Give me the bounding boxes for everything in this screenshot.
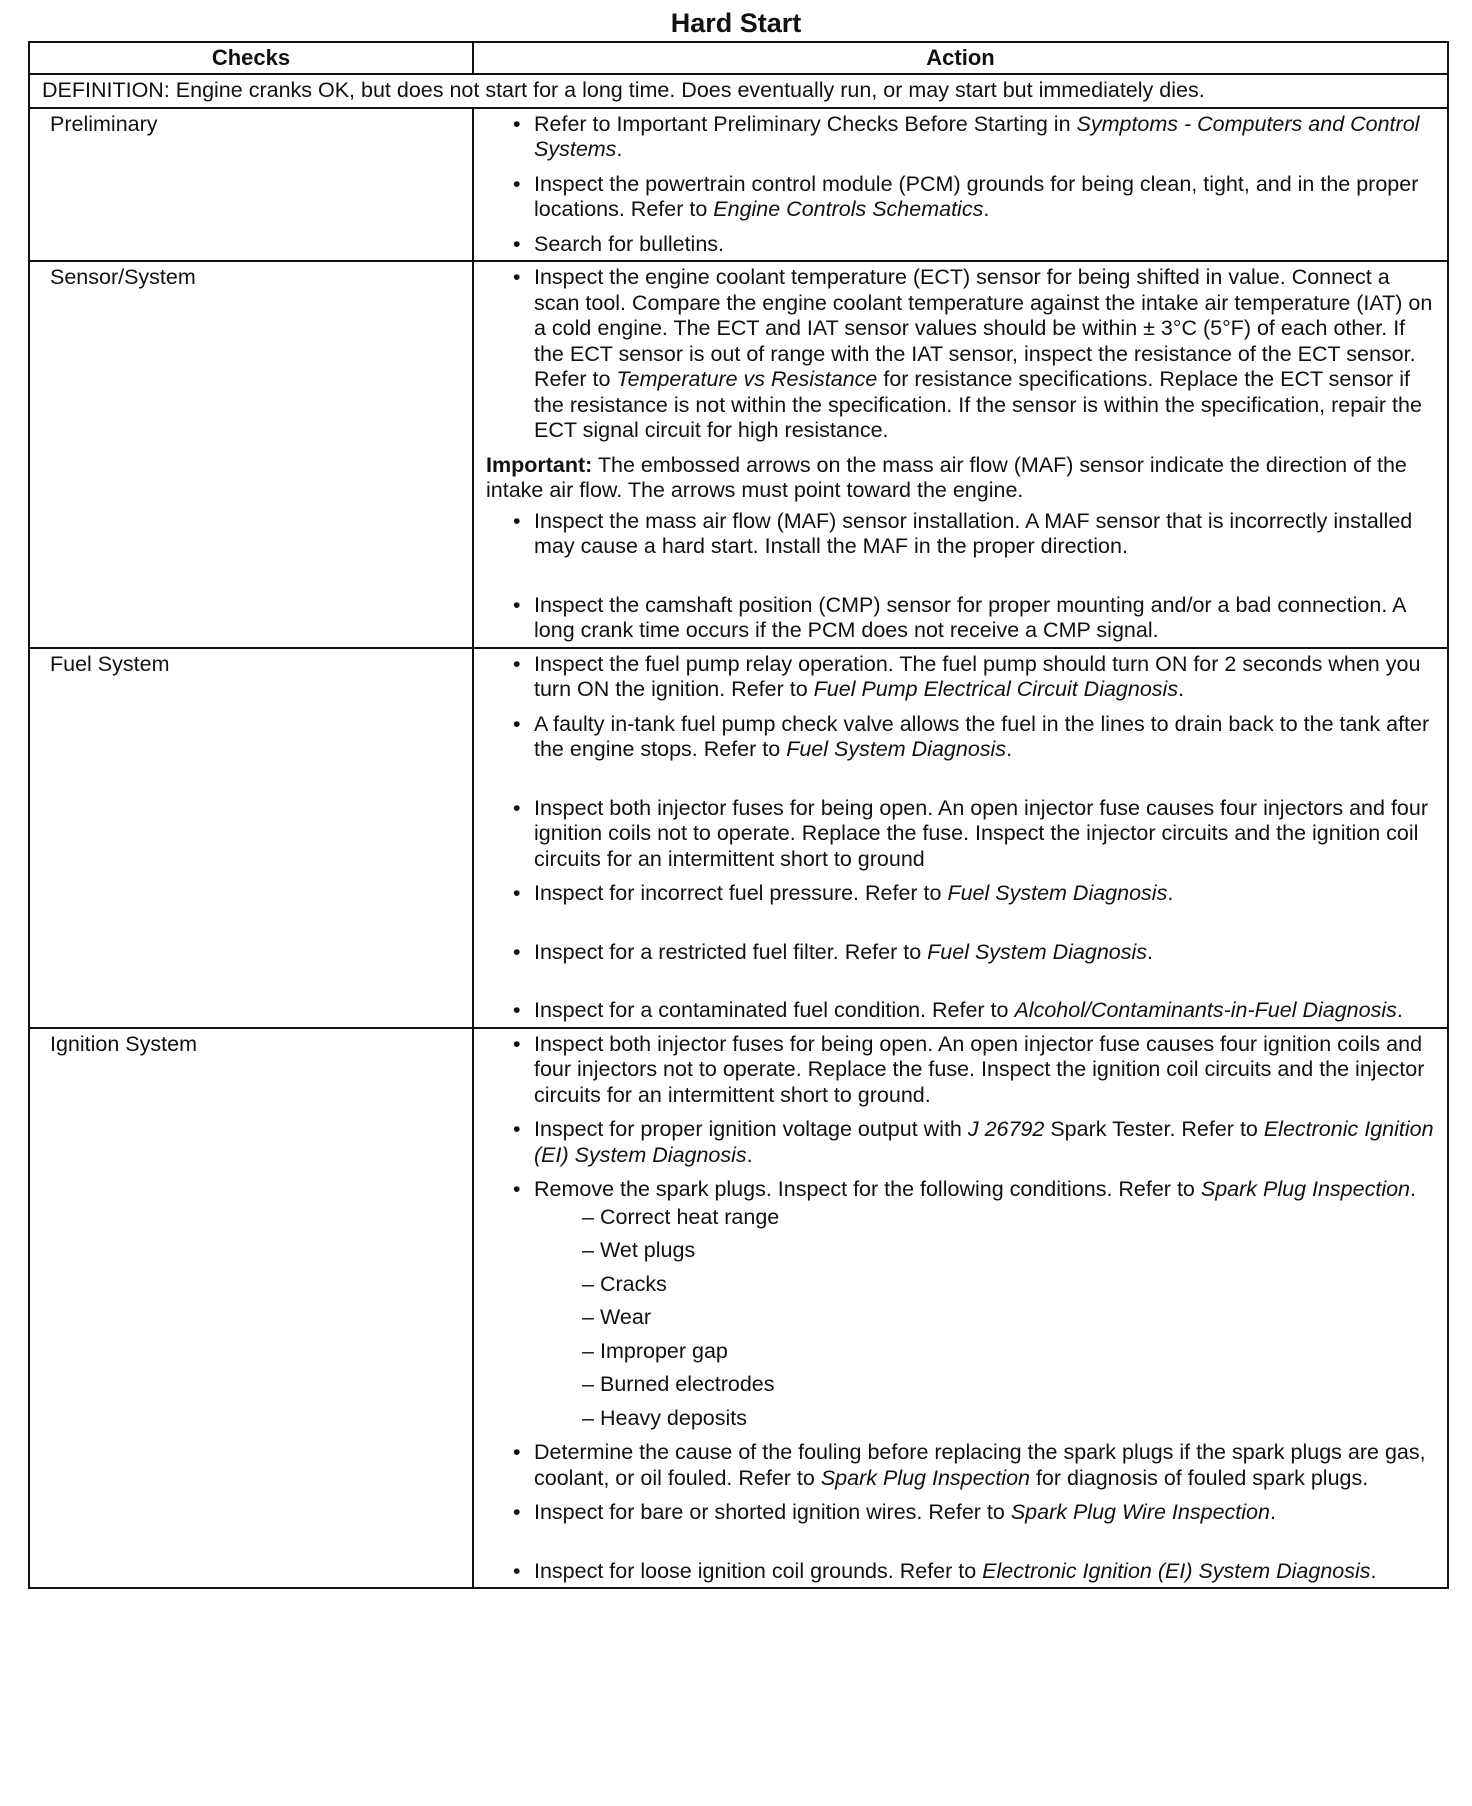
checks-header: Checks xyxy=(29,42,473,74)
check-cell: Preliminary xyxy=(29,108,473,262)
reference-text: Fuel System Diagnosis xyxy=(927,939,1148,964)
definition-row xyxy=(29,74,1448,108)
definition-text: DEFINITION: Engine cranks OK, but does not start for a long time. Does eventually run, or may start but immediately dies. xyxy=(29,74,1448,108)
table-row xyxy=(29,648,1448,1028)
bullet-text: . xyxy=(746,1142,753,1167)
bullet-text: . xyxy=(1410,1177,1416,1201)
bullet-text: . xyxy=(1269,1500,1276,1524)
bullet-text: . xyxy=(1178,677,1185,701)
bullet-text: Inspect both injector fuses for being open. An open injector fuse causes four ignition coils and four injectors not to operate. Replace the fuse. Inspect the ignition coil circuits and the injector circuits for an intermittent short to ground. xyxy=(534,1031,1425,1107)
important-label: Important: xyxy=(486,452,593,477)
bullet-text: Inspect the camshaft position (CMP) sensor for proper mounting and/or a bad connection. A long crank time occurs if the PCM does not receive a CMP signal. xyxy=(534,592,1406,642)
bullet-text: Spark Tester. Refer to xyxy=(1044,1117,1264,1141)
reference-text: Spark Plug Inspection xyxy=(1200,1177,1411,1201)
condition-item: – Burned electrodes xyxy=(534,1372,1439,1398)
reference-text: J 26792 xyxy=(967,1117,1045,1141)
reference-text: Electronic Ignition (EI) System Diagnosis xyxy=(982,1558,1371,1583)
bullet-text: Inspect for loose ignition coil grounds. Refer to xyxy=(534,1558,983,1583)
action-header: Action xyxy=(473,42,1448,74)
bullet-text: Inspect for proper ignition voltage output with xyxy=(534,1117,968,1141)
action-bullet xyxy=(486,593,1439,644)
action-bullet xyxy=(486,881,1439,907)
action-bullet xyxy=(486,1032,1439,1109)
bullet-text: . xyxy=(1147,939,1154,964)
condition-item: – Wet plugs xyxy=(534,1238,1439,1264)
check-cell: Sensor/System xyxy=(29,261,473,648)
bullet-text: Inspect for a contaminated fuel condition. Refer to xyxy=(534,998,1015,1022)
action-bullet xyxy=(486,998,1439,1024)
table-row xyxy=(29,1028,1448,1589)
bullet-text: Determine the cause of the fouling before replacing the spark plugs if the spark plugs are gas, coolant, or oil fouled. Refer to xyxy=(534,1440,1426,1490)
page-title: Hard Start xyxy=(670,8,802,38)
action-bullet xyxy=(486,509,1439,560)
reference-text: Alcohol/Contaminants-in-Fuel Diagnosis xyxy=(1014,998,1397,1022)
bullet-text: Inspect for bare or shorted ignition wires. Refer to xyxy=(534,1500,1011,1524)
reference-text: Fuel System Diagnosis xyxy=(947,881,1168,905)
action-bullet xyxy=(486,1177,1439,1431)
condition-item: – Cracks xyxy=(534,1272,1439,1298)
condition-item: – Correct heat range xyxy=(534,1205,1439,1231)
bullet-text: for diagnosis of fouled spark plugs. xyxy=(1029,1465,1369,1490)
condition-list xyxy=(534,1205,1439,1432)
note-text: The embossed arrows on the mass air flow (MAF) sensor indicate the direction of the intake air flow. The arrows must point toward the engine. xyxy=(486,452,1407,502)
bullet-text: . xyxy=(1396,998,1403,1022)
bullet-text: for resistance specifications. Replace the ECT sensor if the resistance is not within the specification. If the sensor is within the specification, repair the ECT signal circuit for high resistance. xyxy=(534,367,1422,442)
action-bullet xyxy=(486,172,1439,223)
bullet-text: A faulty in-tank fuel pump check valve allows the fuel in the lines to drain back to the tank after the engine stops. Refer to xyxy=(534,711,1430,761)
action-bullet xyxy=(486,796,1439,873)
action-cell xyxy=(473,261,1448,648)
reference-text: Symptoms - Computers and Control Systems xyxy=(534,111,1420,161)
action-bullet xyxy=(486,712,1439,763)
table-row xyxy=(29,261,1448,648)
action-bullet xyxy=(486,940,1439,966)
condition-item: – Improper gap xyxy=(534,1339,1439,1365)
bullet-text: Inspect the mass air flow (MAF) sensor installation. A MAF sensor that is incorrectly installed may cause a hard start. Install the MAF in the proper direction. xyxy=(534,508,1413,558)
action-cell xyxy=(473,1028,1448,1589)
bullet-text: Inspect for a restricted fuel filter. Refer to xyxy=(534,939,928,964)
bullet-text: Inspect the powertrain control module (PCM) grounds for being clean, tight, and in the proper locations. Refer to xyxy=(534,171,1419,221)
bullet-text: Inspect the fuel pump relay operation. The fuel pump should turn ON for 2 seconds when you turn ON the ignition. Refer to xyxy=(534,651,1421,701)
condition-item: – Heavy deposits xyxy=(534,1406,1439,1432)
reference-text: Spark Plug Wire Inspection xyxy=(1010,1500,1270,1524)
bullet-text: Inspect both injector fuses for being open. An open injector fuse causes four injectors and four ignition coils not to operate. Replace the fuse. Inspect the injector circuits and the ignition coil circuits for an intermittent short to ground xyxy=(534,795,1428,871)
action-bullet xyxy=(486,652,1439,703)
action-bullet xyxy=(486,1559,1439,1585)
header-row xyxy=(29,42,1448,74)
reference-text: Temperature vs Resistance xyxy=(616,367,878,391)
action-bullet xyxy=(486,232,1439,258)
bullet-text: . xyxy=(1006,737,1013,761)
bullet-text: Search for bulletins. xyxy=(534,231,725,256)
bullet-text: . xyxy=(616,137,623,161)
bullet-text: Refer to Important Preliminary Checks Before Starting in xyxy=(534,111,1077,136)
action-bullet xyxy=(486,1500,1439,1526)
bullet-text: Remove the spark plugs. Inspect for the following conditions. Refer to xyxy=(534,1177,1201,1201)
action-cell xyxy=(473,108,1448,262)
bullet-text: . xyxy=(1167,881,1174,905)
action-bullet xyxy=(486,265,1439,444)
reference-text: Fuel System Diagnosis xyxy=(786,737,1007,761)
action-bullet xyxy=(486,1440,1439,1491)
reference-text: Fuel Pump Electrical Circuit Diagnosis xyxy=(813,677,1179,701)
important-note xyxy=(486,453,1439,504)
diagnosis-table xyxy=(28,41,1449,1589)
table-body xyxy=(29,74,1448,1588)
condition-item: – Wear xyxy=(534,1305,1439,1331)
bullet-text: Inspect for incorrect fuel pressure. Refer to xyxy=(534,881,948,905)
action-bullet xyxy=(486,1117,1439,1168)
bullet-text: . xyxy=(983,197,990,221)
table-row xyxy=(29,108,1448,262)
check-cell: Ignition System xyxy=(29,1028,473,1589)
check-cell: Fuel System xyxy=(29,648,473,1028)
bullet-text: . xyxy=(1370,1558,1377,1583)
reference-text: Spark Plug Inspection xyxy=(820,1465,1030,1490)
reference-text: Electronic Ignition (EI) System Diagnosis xyxy=(534,1117,1434,1167)
bullet-text: Inspect the engine coolant temperature (ECT) sensor for being shifted in value. Connect a scan tool. Compare the engine coolant temperature against the intake air temperature (IAT) on a cold engine. The ECT and IAT sensor values should be within ± 3°C (5°F) of each other. If the ECT sensor is out of range with the IAT sensor, inspect the resistance of the ECT sensor. Refer to xyxy=(534,265,1433,391)
reference-text: Engine Controls Schematics xyxy=(713,197,984,221)
action-bullet xyxy=(486,112,1439,163)
action-cell xyxy=(473,648,1448,1028)
